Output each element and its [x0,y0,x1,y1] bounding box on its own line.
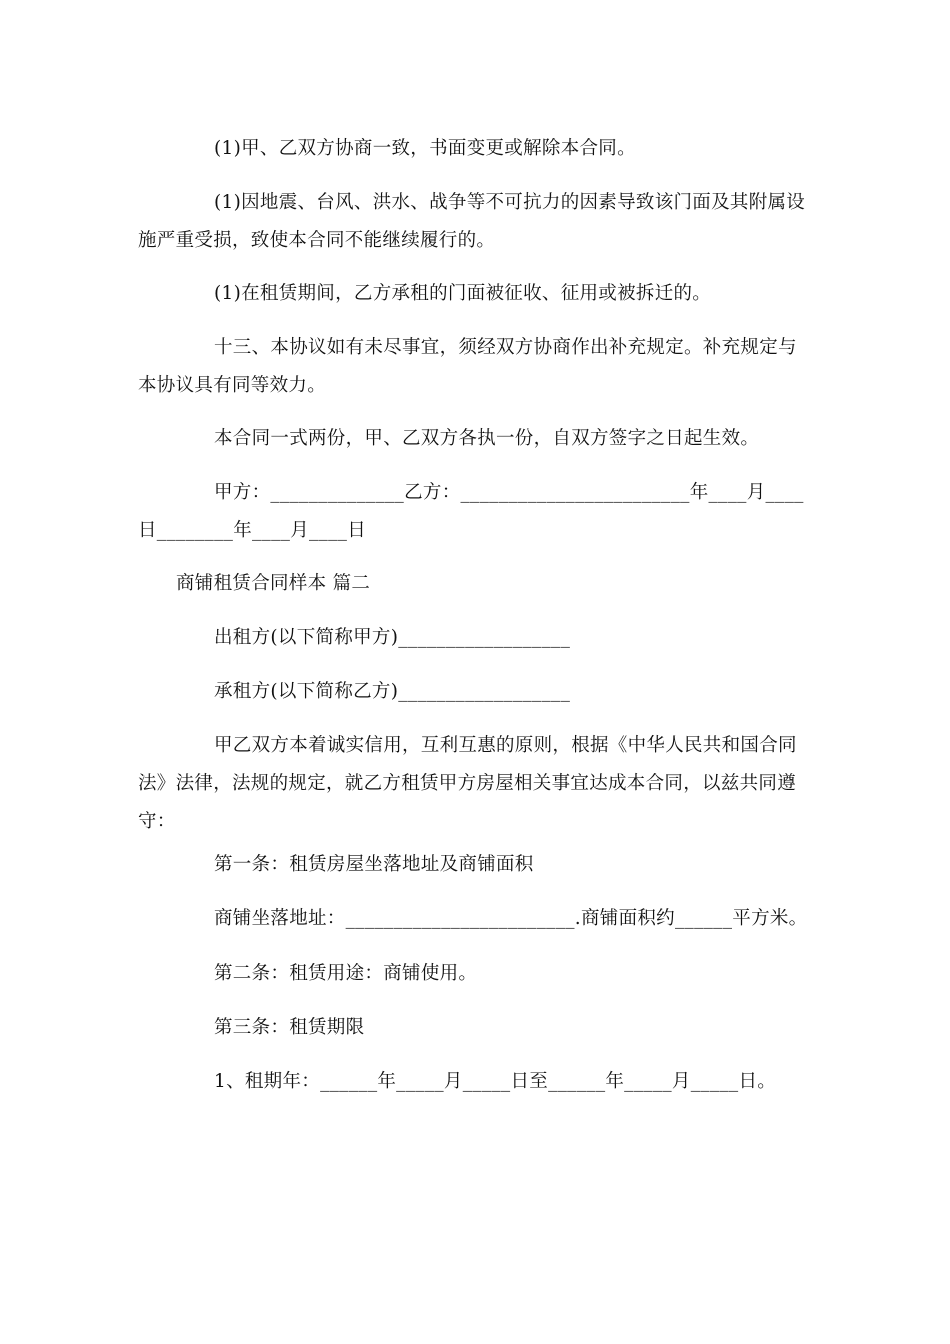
paragraph-force-majeure: (1)因地震、台风、洪水、战争等不可抗力的因素导致该门面及其附属设施严重受损，致使本合同不能继续履行的。 [138,192,806,251]
paragraph-terminate-agreement: (1)甲、乙双方协商一致，书面变更或解除本合同。 [214,138,636,159]
paragraph-clause-thirteen: 十三、本协议如有未尽事宜，须经双方协商作出补充规定。补充规定与本协议具有同等效力。 [138,337,797,396]
signature-line: 甲方：______________乙方：________________________年____月____日________年____月____日 [138,482,804,541]
paragraph-preamble: 甲乙双方本着诚实信用，互利互惠的原则，根据《中华人民共和国合同法》法律，法规的规定，就乙方租赁甲方房屋相关事宜达成本合同，以兹共同遵守： [138,735,797,832]
lessor-line: 出租方(以下简称甲方)__________________ [214,627,571,648]
lease-term-line: 1、租期年：______年_____月_____日至______年_____月_____日。 [214,1071,777,1092]
paragraph-expropriation: (1)在租赁期间，乙方承租的门面被征收、征用或被拆迁的。 [214,283,712,304]
section-title: 商铺租赁合同样本 篇二 [176,573,371,594]
article-two-line: 第二条：租赁用途：商铺使用。 [214,963,478,984]
article-three-heading: 第三条：租赁期限 [214,1017,365,1038]
paragraph-copies: 本合同一式两份，甲、乙双方各执一份，自双方签字之日起生效。 [214,428,760,449]
lessee-line: 承租方(以下简称乙方)__________________ [214,681,571,702]
article-one-heading: 第一条：租赁房屋坐落地址及商铺面积 [214,854,534,875]
shop-address-line: 商铺坐落地址：________________________.商铺面积约______平方米。 [214,908,808,929]
